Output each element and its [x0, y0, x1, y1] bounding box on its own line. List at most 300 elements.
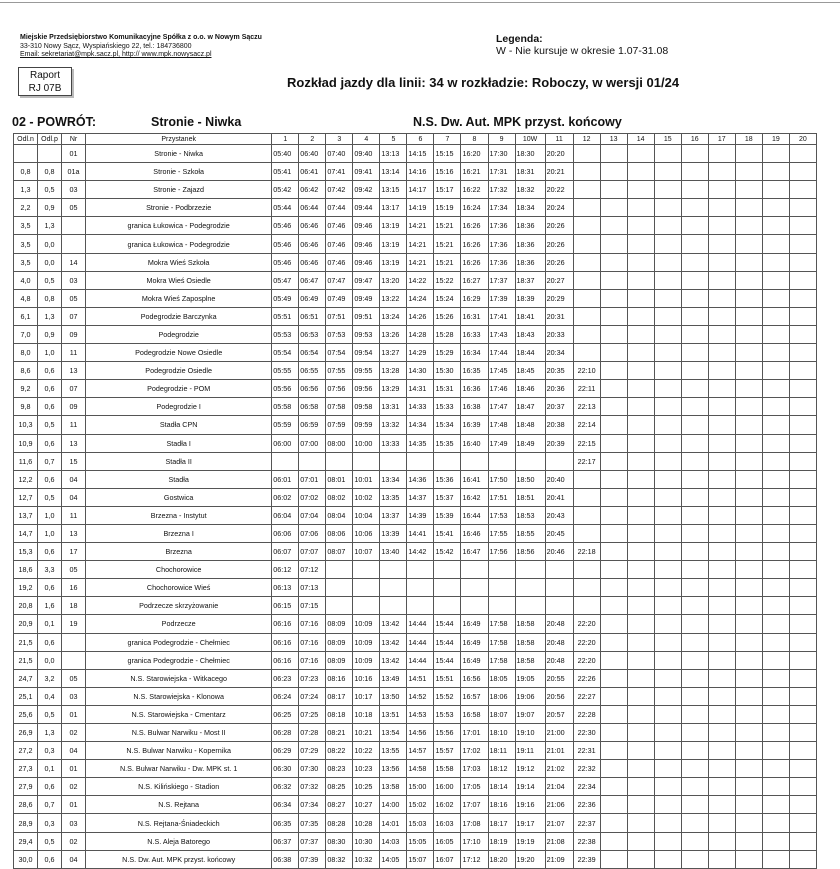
- departure-time-cell: 13:14: [380, 163, 407, 181]
- departure-time-cell: 06:02: [272, 488, 299, 506]
- departure-time-cell: 18:39: [515, 289, 545, 307]
- departure-time-cell: [762, 506, 789, 524]
- departure-time-cell: 07:41: [326, 163, 353, 181]
- departure-time-cell: [573, 163, 600, 181]
- stop-name-cell: granica Łukowica - Podegrodzie: [86, 235, 272, 253]
- departure-time-cell: 17:30: [488, 145, 515, 163]
- departure-time-cell: [272, 452, 299, 470]
- stop-name-cell: N.S. Starowiejska - Cmentarz: [86, 705, 272, 723]
- departure-time-cell: 22:39: [573, 850, 600, 868]
- departure-time-cell: [681, 271, 708, 289]
- departure-time-cell: 14:21: [407, 253, 434, 271]
- departure-time-cell: 07:16: [299, 633, 326, 651]
- stop-name-cell: Stadła II: [86, 452, 272, 470]
- departure-time-cell: 13:56: [380, 760, 407, 778]
- departure-time-cell: [762, 217, 789, 235]
- stop-info-cell: 16: [62, 579, 86, 597]
- stop-info-cell: 0,6: [38, 362, 62, 380]
- stop-info-cell: 1,3: [38, 217, 62, 235]
- departure-time-cell: 09:44: [353, 199, 380, 217]
- departure-time-cell: 20:38: [545, 416, 573, 434]
- departure-time-cell: 08:28: [326, 814, 353, 832]
- departure-time-cell: 16:47: [461, 543, 488, 561]
- departure-time-cell: 16:07: [434, 850, 461, 868]
- departure-time-cell: [600, 669, 627, 687]
- column-header: 10W: [515, 134, 545, 145]
- stop-info-cell: 21,5: [14, 633, 38, 651]
- table-row: [14, 669, 817, 687]
- stop-info-cell: [62, 633, 86, 651]
- stop-name-cell: N.S. Bulwar Narwiku - Most II: [86, 724, 272, 742]
- departure-time-cell: 18:07: [488, 705, 515, 723]
- departure-time-cell: 20:22: [545, 181, 573, 199]
- departure-time-cell: [789, 760, 816, 778]
- departure-time-cell: [600, 506, 627, 524]
- departure-time-cell: [600, 651, 627, 669]
- departure-time-cell: 17:37: [488, 271, 515, 289]
- departure-time-cell: 17:36: [488, 217, 515, 235]
- departure-time-cell: [708, 615, 735, 633]
- departure-time-cell: [573, 217, 600, 235]
- departure-time-cell: 16:58: [461, 705, 488, 723]
- departure-time-cell: 18:45: [515, 362, 545, 380]
- departure-time-cell: [461, 579, 488, 597]
- departure-time-cell: [681, 850, 708, 868]
- departure-time-cell: [762, 416, 789, 434]
- departure-time-cell: 22:30: [573, 724, 600, 742]
- departure-time-cell: [600, 253, 627, 271]
- table-row: [14, 579, 817, 597]
- departure-time-cell: [708, 832, 735, 850]
- departure-time-cell: 07:13: [299, 579, 326, 597]
- departure-time-cell: [434, 561, 461, 579]
- departure-time-cell: [627, 217, 654, 235]
- departure-time-cell: [573, 289, 600, 307]
- departure-time-cell: 08:01: [326, 470, 353, 488]
- departure-time-cell: 15:24: [434, 289, 461, 307]
- departure-time-cell: 15:39: [434, 506, 461, 524]
- departure-time-cell: 19:05: [515, 669, 545, 687]
- departure-time-cell: 09:51: [353, 307, 380, 325]
- departure-time-cell: 06:59: [299, 416, 326, 434]
- departure-time-cell: [735, 615, 762, 633]
- departure-time-cell: [789, 235, 816, 253]
- departure-time-cell: 14:17: [407, 181, 434, 199]
- departure-time-cell: 20:27: [545, 271, 573, 289]
- departure-time-cell: 16:42: [461, 488, 488, 506]
- departure-time-cell: [789, 705, 816, 723]
- departure-time-cell: 09:42: [353, 181, 380, 199]
- departure-time-cell: 08:27: [326, 796, 353, 814]
- departure-time-cell: 08:09: [326, 615, 353, 633]
- table-row: [14, 344, 817, 362]
- departure-time-cell: [488, 597, 515, 615]
- departure-time-cell: 07:29: [299, 742, 326, 760]
- departure-time-cell: [789, 597, 816, 615]
- departure-time-cell: [654, 524, 681, 542]
- departure-time-cell: [654, 344, 681, 362]
- legend-title: Legenda:: [496, 33, 543, 45]
- departure-time-cell: 18:34: [515, 199, 545, 217]
- departure-time-cell: [681, 307, 708, 325]
- stop-name-cell: granica Podegrodzie - Chełmiec: [86, 651, 272, 669]
- table-row: [14, 615, 817, 633]
- departure-time-cell: [789, 778, 816, 796]
- stop-info-cell: 0,0: [38, 651, 62, 669]
- stop-name-cell: granica Łukowica - Podegrodzie: [86, 217, 272, 235]
- departure-time-cell: 20:26: [545, 217, 573, 235]
- departure-time-cell: 08:22: [326, 742, 353, 760]
- departure-time-cell: 17:12: [461, 850, 488, 868]
- departure-time-cell: [735, 543, 762, 561]
- report-code: RJ 07B: [28, 83, 62, 94]
- departure-time-cell: [681, 506, 708, 524]
- departure-time-cell: 06:47: [299, 271, 326, 289]
- table-row: [14, 832, 817, 850]
- departure-time-cell: [654, 778, 681, 796]
- departure-time-cell: 05:40: [272, 145, 299, 163]
- departure-time-cell: [627, 561, 654, 579]
- departure-time-cell: 15:44: [434, 633, 461, 651]
- departure-time-cell: [789, 181, 816, 199]
- departure-time-cell: 21:02: [545, 760, 573, 778]
- departure-time-cell: [627, 597, 654, 615]
- departure-time-cell: 07:24: [299, 687, 326, 705]
- stop-name-cell: Mokra Wieś Szkoła: [86, 253, 272, 271]
- departure-time-cell: 06:25: [272, 705, 299, 723]
- departure-time-cell: 10:30: [353, 832, 380, 850]
- departure-time-cell: 14:24: [407, 289, 434, 307]
- stop-name-cell: N.S. Dw. Aut. MPK przyst. końcowy: [86, 850, 272, 868]
- departure-time-cell: 14:22: [407, 271, 434, 289]
- departure-time-cell: 17:03: [461, 760, 488, 778]
- departure-time-cell: 15:05: [407, 832, 434, 850]
- departure-time-cell: 14:39: [407, 506, 434, 524]
- departure-time-cell: [627, 416, 654, 434]
- departure-time-cell: [627, 850, 654, 868]
- stop-name-cell: Brzezna - Instytut: [86, 506, 272, 524]
- departure-time-cell: [708, 271, 735, 289]
- departure-time-cell: 09:49: [353, 289, 380, 307]
- departure-time-cell: [708, 633, 735, 651]
- departure-time-cell: [708, 217, 735, 235]
- table-row: [14, 561, 817, 579]
- departure-time-cell: 18:44: [515, 344, 545, 362]
- departure-time-cell: [654, 380, 681, 398]
- departure-time-cell: [573, 253, 600, 271]
- timetable-body: [14, 145, 817, 869]
- departure-time-cell: 16:46: [461, 524, 488, 542]
- stop-info-cell: 03: [62, 271, 86, 289]
- departure-time-cell: 09:53: [353, 325, 380, 343]
- stop-info-cell: 07: [62, 307, 86, 325]
- departure-time-cell: [627, 705, 654, 723]
- departure-time-cell: 20:21: [545, 163, 573, 181]
- departure-time-cell: [681, 524, 708, 542]
- departure-time-cell: [735, 307, 762, 325]
- table-row: [14, 181, 817, 199]
- table-row: [14, 633, 817, 651]
- departure-time-cell: 06:24: [272, 687, 299, 705]
- departure-time-cell: [681, 470, 708, 488]
- departure-time-cell: [762, 705, 789, 723]
- departure-time-cell: [708, 579, 735, 597]
- column-header: 2: [299, 134, 326, 145]
- departure-time-cell: 13:20: [380, 271, 407, 289]
- departure-time-cell: [762, 145, 789, 163]
- departure-time-cell: [654, 615, 681, 633]
- departure-time-cell: [654, 289, 681, 307]
- departure-time-cell: [735, 434, 762, 452]
- departure-time-cell: 17:55: [488, 524, 515, 542]
- stop-info-cell: 19,2: [14, 579, 38, 597]
- stop-info-cell: 0,8: [38, 163, 62, 181]
- departure-time-cell: [573, 325, 600, 343]
- departure-time-cell: 15:57: [434, 742, 461, 760]
- departure-time-cell: 13:49: [380, 669, 407, 687]
- stop-info-cell: 05: [62, 289, 86, 307]
- stop-info-cell: [62, 651, 86, 669]
- column-header: 4: [353, 134, 380, 145]
- table-row: [14, 380, 817, 398]
- departure-time-cell: 15:31: [434, 380, 461, 398]
- departure-time-cell: 18:48: [515, 416, 545, 434]
- departure-time-cell: 17:01: [461, 724, 488, 742]
- departure-time-cell: 18:14: [488, 778, 515, 796]
- departure-time-cell: [299, 452, 326, 470]
- departure-time-cell: 09:40: [353, 145, 380, 163]
- column-header: 15: [654, 134, 681, 145]
- departure-time-cell: 17:34: [488, 199, 515, 217]
- column-header: 14: [627, 134, 654, 145]
- departure-time-cell: [762, 832, 789, 850]
- departure-time-cell: [681, 181, 708, 199]
- departure-time-cell: 07:54: [326, 344, 353, 362]
- departure-time-cell: 18:05: [488, 669, 515, 687]
- column-header: 11: [545, 134, 573, 145]
- departure-time-cell: 17:48: [488, 416, 515, 434]
- departure-time-cell: [708, 488, 735, 506]
- departure-time-cell: 20:37: [545, 398, 573, 416]
- departure-time-cell: [434, 452, 461, 470]
- departure-time-cell: [735, 398, 762, 416]
- departure-time-cell: 07:51: [326, 307, 353, 325]
- departure-time-cell: [681, 669, 708, 687]
- departure-time-cell: [708, 452, 735, 470]
- departure-time-cell: [735, 760, 762, 778]
- departure-time-cell: 05:46: [272, 217, 299, 235]
- departure-time-cell: [380, 597, 407, 615]
- departure-time-cell: 13:50: [380, 687, 407, 705]
- departure-time-cell: [600, 398, 627, 416]
- departure-time-cell: 14:34: [407, 416, 434, 434]
- departure-time-cell: [681, 742, 708, 760]
- departure-time-cell: [654, 796, 681, 814]
- stop-info-cell: 0,8: [38, 289, 62, 307]
- stop-info-cell: 18: [62, 597, 86, 615]
- stop-name-cell: N.S. Rejtana: [86, 796, 272, 814]
- departure-time-cell: [654, 235, 681, 253]
- stop-info-cell: 30,0: [14, 850, 38, 868]
- departure-time-cell: 16:44: [461, 506, 488, 524]
- departure-time-cell: 22:34: [573, 778, 600, 796]
- stop-info-cell: 18,6: [14, 561, 38, 579]
- departure-time-cell: 06:38: [272, 850, 299, 868]
- stop-info-cell: 0,1: [38, 615, 62, 633]
- departure-time-cell: [681, 253, 708, 271]
- departure-time-cell: 14:44: [407, 615, 434, 633]
- departure-time-cell: [353, 579, 380, 597]
- departure-time-cell: 15:03: [407, 814, 434, 832]
- departure-time-cell: [789, 344, 816, 362]
- departure-time-cell: 22:20: [573, 615, 600, 633]
- departure-time-cell: [708, 434, 735, 452]
- departure-time-cell: 13:54: [380, 724, 407, 742]
- departure-time-cell: [681, 814, 708, 832]
- departure-time-cell: 14:05: [380, 850, 407, 868]
- departure-time-cell: 17:45: [488, 362, 515, 380]
- departure-time-cell: 19:06: [515, 687, 545, 705]
- departure-time-cell: 07:16: [299, 651, 326, 669]
- departure-time-cell: [681, 416, 708, 434]
- departure-time-cell: [735, 235, 762, 253]
- departure-time-cell: 07:46: [326, 253, 353, 271]
- departure-time-cell: 09:46: [353, 253, 380, 271]
- departure-time-cell: 13:34: [380, 470, 407, 488]
- departure-time-cell: [380, 561, 407, 579]
- departure-time-cell: 14:03: [380, 832, 407, 850]
- departure-time-cell: 15:44: [434, 651, 461, 669]
- departure-time-cell: [600, 615, 627, 633]
- departure-time-cell: 13:27: [380, 344, 407, 362]
- departure-time-cell: [681, 579, 708, 597]
- departure-time-cell: [789, 199, 816, 217]
- departure-time-cell: [627, 760, 654, 778]
- departure-time-cell: 18:31: [515, 163, 545, 181]
- departure-time-cell: [735, 217, 762, 235]
- departure-time-cell: [600, 470, 627, 488]
- departure-time-cell: [681, 344, 708, 362]
- departure-time-cell: 15:02: [407, 796, 434, 814]
- departure-time-cell: [735, 796, 762, 814]
- departure-time-cell: 17:56: [488, 543, 515, 561]
- departure-time-cell: 05:51: [272, 307, 299, 325]
- stop-info-cell: 1,0: [38, 344, 62, 362]
- departure-time-cell: [434, 597, 461, 615]
- departure-time-cell: 17:02: [461, 742, 488, 760]
- departure-time-cell: [789, 832, 816, 850]
- departure-time-cell: [627, 633, 654, 651]
- departure-time-cell: [789, 325, 816, 343]
- departure-time-cell: 18:12: [488, 760, 515, 778]
- departure-time-cell: 16:00: [434, 778, 461, 796]
- departure-time-cell: 07:49: [326, 289, 353, 307]
- departure-time-cell: [708, 597, 735, 615]
- departure-time-cell: [573, 145, 600, 163]
- departure-time-cell: 10:23: [353, 760, 380, 778]
- departure-time-cell: 06:56: [299, 380, 326, 398]
- stop-name-cell: Podrzecze skrzyżowanie: [86, 597, 272, 615]
- departure-time-cell: 16:36: [461, 380, 488, 398]
- departure-time-cell: [762, 778, 789, 796]
- departure-time-cell: 21:08: [545, 832, 573, 850]
- departure-time-cell: [600, 832, 627, 850]
- departure-time-cell: 13:32: [380, 416, 407, 434]
- departure-time-cell: 06:58: [299, 398, 326, 416]
- departure-time-cell: [735, 271, 762, 289]
- departure-time-cell: 15:52: [434, 687, 461, 705]
- departure-time-cell: 08:02: [326, 488, 353, 506]
- departure-time-cell: 07:44: [326, 199, 353, 217]
- departure-time-cell: 16:26: [461, 235, 488, 253]
- departure-time-cell: 15:16: [434, 163, 461, 181]
- departure-time-cell: [735, 416, 762, 434]
- departure-time-cell: 22:38: [573, 832, 600, 850]
- table-row: [14, 651, 817, 669]
- departure-time-cell: [654, 760, 681, 778]
- stop-info-cell: 13: [62, 434, 86, 452]
- departure-time-cell: [627, 307, 654, 325]
- departure-time-cell: 06:29: [272, 742, 299, 760]
- departure-time-cell: 22:15: [573, 434, 600, 452]
- stop-info-cell: 11,6: [14, 452, 38, 470]
- departure-time-cell: 13:29: [380, 380, 407, 398]
- departure-time-cell: [681, 217, 708, 235]
- departure-time-cell: 05:56: [272, 380, 299, 398]
- departure-time-cell: [654, 271, 681, 289]
- departure-time-cell: 14:31: [407, 380, 434, 398]
- departure-time-cell: [627, 742, 654, 760]
- departure-time-cell: [789, 524, 816, 542]
- departure-time-cell: 06:34: [272, 796, 299, 814]
- departure-time-cell: [627, 434, 654, 452]
- departure-time-cell: [681, 651, 708, 669]
- departure-time-cell: [353, 597, 380, 615]
- departure-time-cell: [735, 561, 762, 579]
- stop-info-cell: 0,6: [38, 398, 62, 416]
- stop-info-cell: 04: [62, 488, 86, 506]
- stop-info-cell: 11: [62, 506, 86, 524]
- table-row: [14, 742, 817, 760]
- stop-info-cell: 0,6: [38, 579, 62, 597]
- departure-time-cell: [326, 561, 353, 579]
- departure-time-cell: [488, 579, 515, 597]
- departure-time-cell: [654, 163, 681, 181]
- departure-time-cell: 06:01: [272, 470, 299, 488]
- departure-time-cell: 20:55: [545, 669, 573, 687]
- timetable: [13, 133, 817, 869]
- departure-time-cell: 06:16: [272, 633, 299, 651]
- departure-time-cell: 08:32: [326, 850, 353, 868]
- table-row: [14, 163, 817, 181]
- departure-time-cell: 06:06: [272, 524, 299, 542]
- departure-time-cell: 09:59: [353, 416, 380, 434]
- departure-time-cell: [600, 362, 627, 380]
- departure-time-cell: 07:16: [299, 615, 326, 633]
- departure-time-cell: [681, 561, 708, 579]
- stop-info-cell: 25,6: [14, 705, 38, 723]
- departure-time-cell: 05:49: [272, 289, 299, 307]
- departure-time-cell: [762, 687, 789, 705]
- departure-time-cell: [708, 325, 735, 343]
- departure-time-cell: 16:02: [434, 796, 461, 814]
- departure-time-cell: [762, 561, 789, 579]
- departure-time-cell: [600, 325, 627, 343]
- table-row: [14, 362, 817, 380]
- stop-name-cell: Podegrodzie Osiedle: [86, 362, 272, 380]
- departure-time-cell: 15:15: [434, 145, 461, 163]
- departure-time-cell: 17:46: [488, 380, 515, 398]
